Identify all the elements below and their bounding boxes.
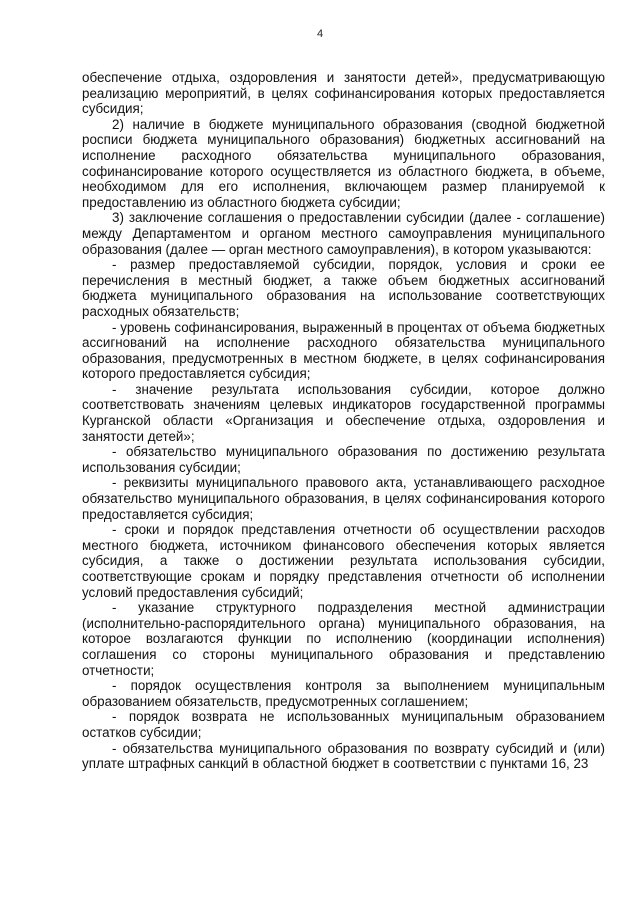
page-number: 4 <box>316 28 324 40</box>
list-item-obligation-result: - обязательство муниципального образования по достижению результата использования субсидии; <box>82 444 605 475</box>
list-item-legal-act-details: - реквизиты муниципального правового акта, устанавливающего расходное обязательство муниципального образования, в целях софинансирования которого предоставляется субсидия; <box>82 475 605 522</box>
list-item-subsidy-size: - размер предоставляемой субсидии, порядок, условия и сроки ее перечисления в местный бюджет, а также объем бюджетных ассигнований бюджета муниципального образования на использование соответствующих расходных обязательств; <box>82 257 605 319</box>
list-item-return-obligations: - обязательства муниципального образования по возврату субсидий и (или) уплате штрафных санкций в областной бюджет в соответствии с пунктами 16, 23 <box>82 740 605 772</box>
list-item-return-procedure: - порядок возврата не использованных муниципальным образованием остатков субсидии; <box>82 709 605 740</box>
list-item-cofinancing-level: - уровень софинансирования, выраженный в процентах от объема бюджетных ассигнований на исполнение расходного обязательства муниципального образования, предусмотренных в местном бюджете, в целях софинансирования которого предоставляется субсидия; <box>82 319 605 382</box>
paragraph-item-2: 2) наличие в бюджете муниципального образования (сводной бюджетной росписи бюджета муниципального образования) бюджетных ассигнований на исполнение расходного обязательства муниципального образования, софинансирование которого осуществляется из областного бюджета, в объеме, необходимом для его исполнения, включающем размер планируемой к предоставлению из областного бюджета субсидии; <box>82 116 605 210</box>
paragraph-continuation: обеспечение отдыха, оздоровления и занятости детей», предусматривающую реализацию мероприятий, в целях софинансирования которых предоставляется субсидия; <box>82 70 605 117</box>
list-item-structural-unit: - указание структурного подразделения местной администрации (исполнительно-распорядительного органа) муниципального образования, на которое возлагаются функции по исполнению (координации исполнения) соглашения со стороны муниципального образования и представлению отчетности; <box>82 600 605 678</box>
list-item-reporting-terms: - сроки и порядок представления отчетности об осуществлении расходов местного бюджета, источником финансового обеспечения которых является субсидия, а также о достижении результата использования субсидии, соответствующие срокам и порядку представления отчетности об исполнении условий предоставления субсидий; <box>82 522 605 600</box>
list-item-result-value: - значение результата использования субсидии, которое должно соответствовать значениям целевых индикаторов государственной программы Курганской области «Организация и обеспечение отдыха, оздоровления и занятости детей»; <box>82 381 605 444</box>
document-body <box>82 70 605 772</box>
list-item-control-procedure: - порядок осуществления контроля за выполнением муниципальным образованием обязательств, предусмотренных соглашением; <box>82 678 605 709</box>
paragraph-item-3: 3) заключение соглашения о предоставлении субсидии (далее - соглашение) между Департаментом и органом местного самоуправления муниципального образования (далее — орган местного самоуправления), в котором указываются: <box>82 210 605 257</box>
